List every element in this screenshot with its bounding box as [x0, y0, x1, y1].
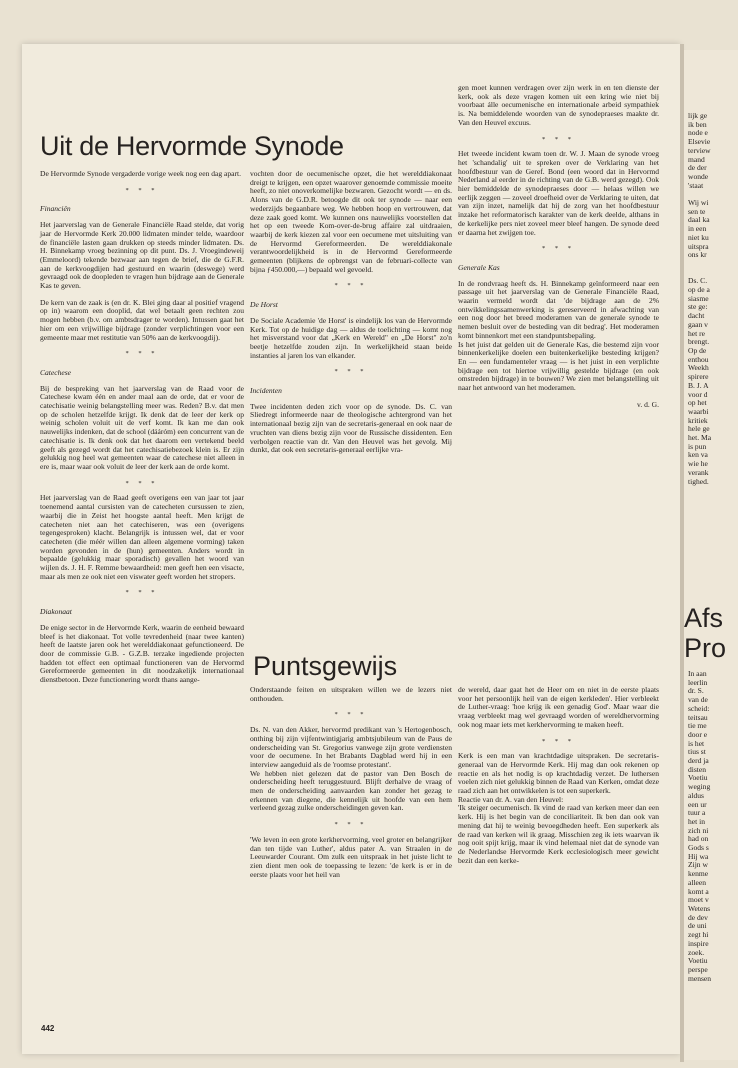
section-divider: * * *: [125, 589, 159, 597]
adjacent-text-line: tie me: [688, 721, 707, 731]
adjacent-text-line: Voetiu: [688, 956, 708, 966]
paragraph: gen moet kunnen verdragen over zijn werk in en ten dienste der kerk, ook als deze vragen komen uit een kring wie niet bij voorbaat álle oecumenische en internationale arbeid sympathiek is. Na bemiddelende woorden van de synodepraeses maakte dr. Van den Heuvel excuus.: [458, 83, 659, 127]
adjacent-heading-line-1: Afs: [684, 603, 724, 633]
article2-column-2: [250, 686, 452, 887]
adjacent-text-line: tius st: [688, 747, 706, 757]
adjacent-text-line: in een: [688, 224, 707, 234]
adjacent-text-line: 'staat: [688, 180, 704, 190]
paragraph: Het jaarverslag van de Raad geeft overigens een van jaar tot jaar toenemend aantal cursisten van de catecheten cursussen te zien, waarbij die in Zeist het hoogste aantal heeft. Men krijgt de catecheten niet aan het catechiseren, was een (overigens tegengesproken) klacht. Belangrijk is intussen wel, dat er voor catecheten (die méér willen dan alleen algemene vorming) taken worden gevonden in de (hun) gemeenten. Anders wordt in bepaalde (gelukkig maar sporadisch) gevallen het woord van wijlen ds. J. H. F. Remme bewaardheid: men geeft hen een visacte, maar als men ze ook niet een viswater geeft worden het stropers.: [40, 493, 244, 581]
adjacent-text-line: waarbi: [688, 406, 709, 416]
adjacent-text-line: voor d: [688, 389, 708, 399]
adjacent-text-line: moet v: [688, 895, 709, 905]
page-number: 442: [41, 1024, 55, 1033]
adjacent-text-line: brengt.: [688, 337, 710, 347]
section-heading-de-horst: De Horst: [250, 300, 278, 310]
adjacent-text-line: het in: [688, 816, 705, 826]
adjacent-text-line: op de a: [688, 285, 710, 295]
adjacent-text-line: de dev: [688, 912, 708, 922]
intro-paragraph: Onderstaande feiten en uitspraken willen we de lezers niet onthouden.: [250, 685, 452, 703]
section-divider: * * *: [125, 479, 159, 487]
adjacent-text-line: uitspra: [688, 241, 709, 251]
adjacent-text-line: zegt hi: [688, 930, 709, 940]
adjacent-text-line: zich ni: [688, 825, 709, 835]
adjacent-text-line: wie he: [688, 459, 708, 469]
section-divider: * * *: [125, 350, 159, 358]
section-divider: * * *: [542, 737, 575, 745]
adjacent-text-line: [688, 260, 711, 269]
adjacent-text-line: Zijn w: [688, 860, 708, 870]
article1-column-3: [458, 84, 659, 410]
adjacent-text-line: mensen: [688, 973, 712, 983]
section-heading-financien: Financiën: [40, 204, 71, 214]
section-divider: * * *: [125, 186, 159, 194]
adjacent-text-line: niet ku: [688, 232, 709, 242]
paragraph: De Sociale Academie 'de Horst' is eindelijk los van de Hervormde Kerk. Tot op de huidige dag — aldus de toelichting — komt nog het misverstand voor dat „Kerk en Wereld" en „De Horst" zo'n beetje hetzelfde zouden zijn. In werkelijkheid staan beide instanties al jaren los van elkander.: [250, 315, 452, 360]
adjacent-text-line: Wij wi: [688, 198, 709, 208]
adjacent-text-line: het. Ma: [688, 433, 712, 443]
paragraph: Twee incidenten deden zich voor op de synode. Ds. C. van Sliedregt informeerde naar de theologische achtergrond van het internationaal bezig zijn van de secretaris-generaal en ook naar de vruchten van diens bezig zijn voor de Russische dissidenten. Een verbolgen reactie van dr. Van den Heuvel was het gevolg. Mij dunkt, dat ook een secretaris-generaal eerlijke vra-: [250, 401, 452, 455]
paragraph: vochten door de oecumenische opzet, die het werelddiakonaat dreigt te krijgen, een opzet waarover genoemde commissie moeite heeft, zo niet onoverkomelijke bezwaren. Gezocht wordt — en ds. Alons van de G.D.R. betoogde dit ook ter synode — naar een wederzijds begaanbare weg. We hebben hoop en vertrouwen, dat deze zaak goed komt. We kunnen ons nauwelijks voorstellen dat het op een tweede Kom-over-de-brug affaire zal uitdraaien, waarbij de kerk kiezen zal voor een oecumene met uitsluiting van de Hervormd Gereformeerden. De werelddiakonale verantwoordelijkheid is in de Hervormd Gereformeerde gemeenten (blijkens de opbrengst van de februari-collecte van bijna ƒ450.000,—) bepaald wel gevoeld.: [250, 169, 452, 274]
adjacent-text-line: op het: [688, 398, 707, 408]
article2-column-3: [458, 686, 659, 873]
paragraph: In de rondvraag heeft ds. H. Binnekamp geïnformeerd naar een passage uit het jaarverslag van de Generale Financiële Raad, waarin vermeld wordt dat 'de bijdrage aan de 2% ontwikkelingssamenwerking is gereserveerd in afwachting van een nog door het breed moderamen van de generale synode te nemen besluit over de besteding van dit bedrag'. Het moderamen komt binnenkort met een standpuntsbepaling.: [458, 278, 659, 340]
adjacent-text-line: In aan: [688, 669, 707, 678]
paragraph: 'We leven in een grote kerkhervorming, veel groter en belangrijker dan ten tijde van Luther', aldus pater A. van Straalen in de Leeuwarder Courant. Om zulk een uitspraak in het juiste licht te zien dient men ook de toepassing te lezen: 'de kerk is er in de eerste plaats voor het heil van: [250, 834, 452, 879]
adjacent-text-line: wonde: [688, 171, 709, 181]
adjacent-text-line: derd ja: [688, 756, 709, 766]
adjacent-text-line: teitsau: [688, 712, 708, 722]
adjacent-text-line: dacht: [688, 311, 705, 321]
paragraph: 'Ik steiger oecumenisch. Ik vind de raad van kerken meer dan een kerk. Hij is het begin van de conciliariteit. Ik ben dan ook van mening dat hij te weinig bevoegdheden heeft. Een superkerk als de raad van kerken wil ik graag. Misschien zeg ik iets waarvan ik nog ooit spijt krijg, maar ik vind helemaal niet dat de synode van de Nederlandse Hervormde Kerk ecclesiologisch meer gewicht bezit dan een kerke-: [458, 803, 659, 865]
adjacent-text-line: mand: [688, 154, 705, 164]
adjacent-text-line: enthou: [688, 354, 709, 364]
section-divider: * * *: [542, 135, 575, 143]
adjacent-text-line: een ur: [688, 799, 707, 809]
adjacent-text-line: Elsevie: [688, 137, 711, 147]
paragraph: Is het juist dat gelden uit de Generale Kas, die bestemd zijn voor binnenkerkelijke doelen een buitenkerkelijke besteding krijgen? En — een fundamenteler vraag — is het juist in een verplichte bijdrage een tot hiertoe vrijwillig gestelde bijdrage (en ook omstreden bijdrage) in te bouwen? We zien met belangstelling uit naar het antwoord van het moderamen.: [458, 339, 659, 393]
adjacent-text-line: leerlin: [688, 677, 708, 687]
section-heading-incidenten: Incidenten: [250, 386, 282, 396]
adjacent-text-line: tuur a: [688, 808, 706, 818]
adjacent-text-line: spirere: [688, 372, 709, 382]
adjacent-text-line: weging: [688, 782, 711, 792]
section-divider: * * *: [334, 368, 368, 376]
article-title-puntsgewijs: Puntsgewijs: [253, 651, 398, 681]
adjacent-text-line: Wetens: [688, 903, 711, 913]
adjacent-text-line: Ds. C.: [688, 276, 708, 286]
adjacent-text-line: de der: [688, 163, 707, 173]
paragraph: De enige sector in de Hervormde Kerk, waarin de eenheid bewaard bleef is het diakonaat. Tot volle tevredenheid (naar twee kanten) heeft de laatste jaren ook het werelddiakonaat gefunctioneerd. De door de commissie G.B. - G.Z.B. terzake ingediende projecten hadden tot effect een optimaal functioneren van de Hervormd Gereformeerde gemeenten in dit noodzakelijk internationaal dienstbetoon. Deze functionering wordt thans aange-: [40, 622, 244, 685]
adjacent-text-line: is pun: [688, 441, 707, 451]
adjacent-text-line: is het: [688, 738, 705, 748]
paragraph: Kerk is een man van krachtdadige uitspraken. De secretaris-generaal van de Hervormde Kerk. Hij mag dan ook rekenen op reactie en als het nodig is op krachtdadig verzet. De luthersen voelen zich niet gelukkig binnen de Raad van Kerken, omdat deze raad zich aan het ontwikkelen is tot een superkerk.: [458, 751, 659, 796]
adjacent-text-line: van de: [688, 695, 708, 705]
adjacent-text-line: kritiek: [688, 415, 708, 425]
article-title-hervormde-synode: Uit de Hervormde Synode: [40, 131, 344, 161]
adjacent-text-line: komt a: [688, 886, 709, 896]
paragraph: We hebben niet gelezen dat de pastor van Den Bosch de onderscheiding heeft teruggestuurd. Blijft derhalve de vraag of men de onderscheiding aanvaarden kan zonder het gezag te erkennen van diegene, die kennelijk uit hoofde van een hem verleend gezag zulke onderscheidingen geven kan.: [250, 768, 452, 813]
adjacent-text-line: ken va: [688, 450, 708, 460]
adjacent-text-line: Gods s: [688, 843, 709, 853]
adjacent-text-line: disten: [688, 764, 707, 774]
adjacent-text-line: Weekh: [688, 363, 709, 373]
adjacent-page-upper-text: [688, 112, 711, 486]
section-divider: * * *: [542, 245, 575, 253]
adjacent-text-line: het re: [688, 328, 705, 338]
intro-paragraph: De Hervormde Synode vergaderde vorige week nog een dag apart.: [40, 169, 242, 178]
adjacent-text-line: had on: [688, 834, 709, 844]
author-signature: v. d. G.: [637, 399, 659, 409]
paragraph: De kern van de zaak is (en dr. K. Blei ging daar al positief vragend op in) waarom een dooplid, dat wel betaalt geen rechten zou mogen hebben (b.v. om ambtsdrager te worden). Intussen gaat het hier om een vrijwillige bijdrage (zonder verplichtingen voor een gemeente maar met restitutie van 50% aan de kerkvoogdij).: [40, 297, 244, 342]
adjacent-text-line: Hij wa: [688, 851, 709, 861]
adjacent-text-line: node e: [688, 128, 708, 138]
adjacent-text-line: terview: [688, 145, 711, 155]
paragraph: Ds. N. van den Akker, hervormd predikant van 's Hertogenbosch, onthing bij zijn vijfentwintigjarig ambtsjubileum van de Paus de onderscheiding van St. Gregorius vanwege zijn grote verdiensten voor de oecumene. In het Brabants Dagblad werd hij in een interview aangeduid als de 'roomse protestant'.: [250, 725, 452, 769]
adjacent-text-line: ste ge:: [688, 302, 708, 312]
adjacent-text-line: dr. S.: [688, 686, 704, 696]
paragraph: Het tweede incident kwam toen dr. W. J. Maan de synode vroeg het 'schandalig' uit te spreken over de Verklaring van het hoofdbestuur van de Geref. Bond (een woord dat in Hervormd Nederland al eerder in de richting van de G.B. werd gezegd). Ook hier bemiddelde de synodepraeses door — helaas willen we eerlijk zeggen — zoveel droefheid over de Verklaring te uiten, dat van zijn inzet, namelijk dat hij de zorg van het hoofdbestuur inzake het reformatorisch karakter van de kerk deelde, althans in de kerkelijke pers niet zoveel meer bleef hangen. De synode deed er daarna het zwijgen toe.: [458, 149, 659, 237]
adjacent-heading-line-2: Pro: [684, 633, 727, 663]
adjacent-page-lower-text: [688, 670, 711, 983]
adjacent-text-line: Op de: [688, 345, 707, 355]
adjacent-text-line: gaan v: [688, 319, 708, 329]
section-divider: * * *: [334, 821, 368, 829]
section-divider: * * *: [334, 282, 368, 290]
adjacent-text-line: daal ka: [688, 215, 710, 225]
adjacent-text-line: sen te: [688, 206, 706, 216]
adjacent-text-line: perspe: [688, 964, 708, 974]
article1-column-1: [40, 170, 244, 693]
adjacent-text-line: tighed.: [688, 476, 709, 486]
adjacent-text-line: aldus: [688, 790, 704, 800]
paragraph: Reactie van dr. A. van den Heuvel:: [458, 794, 564, 804]
paragraph: Het jaarverslag van de Generale Financiële Raad stelde, dat vorig jaar de Hervormde Kerk 20.000 lidmaten minder telde, waardoor de financiële lasten gaan drukken op steeds minder lidmaten. Ds. H. Binnekamp vroeg bezinning op dit punt. Ds. J. Vroegindeweij (Emmeloord) tekende bezwaar aan tegen de brief, die de G.F.R. aan de kerkvoogdijen had gestuurd en waarin (deswege) werd gevraagd ook de doopleden te vragen hun bijdrage aan de Generale Kas te geven.: [40, 220, 244, 291]
article1-column-2: [250, 170, 452, 463]
adjacent-text-line: alleen: [688, 877, 707, 887]
adjacent-text-line: de uni: [688, 921, 707, 931]
adjacent-text-line: B. J. A: [688, 380, 709, 390]
adjacent-text-line: verank: [688, 467, 709, 477]
section-divider: * * *: [334, 711, 368, 719]
adjacent-page-heading: [684, 603, 726, 663]
adjacent-text-line: Voetiu: [688, 773, 708, 783]
adjacent-text-line: hele ge: [688, 424, 710, 434]
section-heading-generale-kas: Generale Kas: [458, 262, 500, 272]
adjacent-text-line: inspire: [688, 938, 709, 948]
section-heading-catechese: Catechese: [40, 367, 72, 377]
adjacent-text-line: ik ben: [688, 119, 707, 129]
adjacent-text-line: kenme: [688, 869, 709, 879]
adjacent-page-fragment: [683, 50, 738, 1060]
paragraph: de wereld, daar gaat het de Heer om en niet in de eerste plaats voor het persoonlijk heil van de eigen kerkleden'. Hier verbleekt de Luther-vraag: 'hoe krijg ik een genadig God'. Maar waar die vraag verbleekt mag wel gevraagd worden of wereldhervorming ook nog maar iets met kerkhervorming te maken heeft.: [458, 685, 659, 729]
adjacent-text-line: door e: [688, 729, 708, 739]
section-heading-diakonaat: Diakonaat: [40, 607, 72, 617]
adjacent-text-line: lijk ge: [688, 111, 708, 120]
adjacent-text-line: siasme: [688, 293, 709, 303]
adjacent-text-line: ons kr: [688, 250, 707, 260]
adjacent-text-line: zoek.: [688, 947, 705, 957]
paragraph: Bij de bespreking van het jaarverslag van de Raad voor de Catechese kwam één en ander maal aan de orde, dat er voor de catechisatie weinig belangstelling meer was. Reden? B.v. dat men op de scholen hetzelfde krijgt. Ik denk dat de leer der kerk op weinig scholen voluit uit de verf komt. Ik kan me dan ook nauwelijks indenken, dat de school (dááróm) een concurrent van de catechisatie is. Ik denk ook dat het daarom een vertekend beeld geeft als gezegd wordt dat het catechisatiebezoek klein is. Er zijn gelukkig nog heel wat gemeenten waar de catechese niet alleen in ere is, maar waar ook voluit de leer der kerk aan de orde komt.: [40, 383, 244, 471]
adjacent-text-line: scheid:: [688, 703, 710, 713]
